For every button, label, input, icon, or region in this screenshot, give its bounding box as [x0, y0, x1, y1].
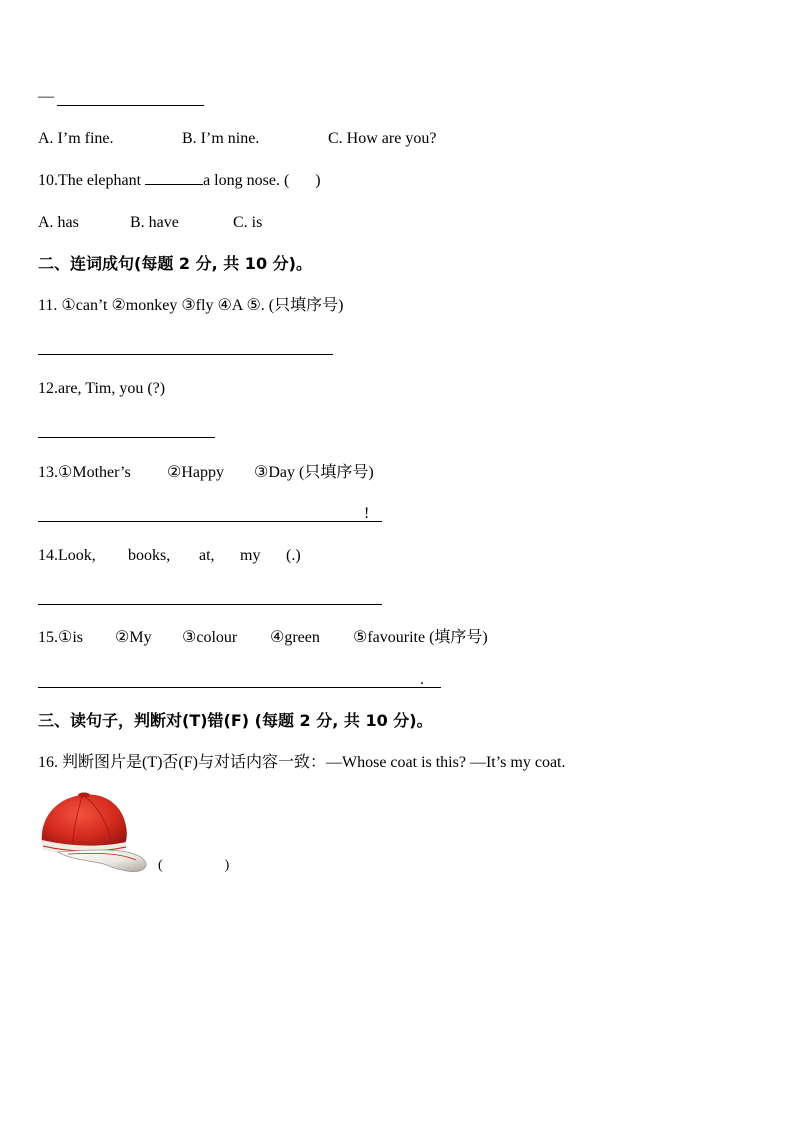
q9-option-b — [182, 129, 259, 149]
q9-option-a-text: A. I’m fine. — [38, 130, 114, 147]
q15-word-3: ③colour — [182, 629, 238, 646]
q15-word-1: 15.①is — [38, 629, 84, 646]
q13-answer-line[interactable] — [38, 521, 382, 522]
q13-word-1: 13.①Mother’s — [38, 464, 131, 481]
q14-word-2: books, — [128, 547, 171, 564]
q10-question — [38, 171, 321, 191]
q16-question: 16. 判断图片是(T)否(F)与对话内容一致：—Whose coat is this? —It’s my coat. — [38, 754, 566, 771]
q16-paren-open: ( — [158, 858, 163, 873]
q10-text-before: The elephant — [58, 172, 146, 189]
q13-question — [38, 463, 131, 483]
q9-option-a — [38, 129, 114, 149]
section3-heading: 三、读句子，判断对(T)错(F) (每题 2 分, 共 10 分)。 — [38, 711, 433, 730]
q10-number: 10. — [38, 172, 58, 189]
q14-word-3: at, — [199, 547, 215, 564]
q12-question: 12.are, Tim, you (?) — [38, 380, 166, 397]
red-cap-image — [38, 790, 150, 876]
q13-word-2: ②Happy — [167, 464, 224, 481]
q11-answer-line[interactable] — [38, 354, 333, 355]
q10-paren-close: ) — [315, 172, 321, 189]
q10-blank[interactable] — [145, 184, 203, 185]
q15-answer-line[interactable] — [38, 687, 441, 688]
q9-option-c — [328, 129, 436, 149]
q12-answer-line[interactable] — [38, 437, 215, 438]
q10-option-c-text: C. is — [233, 214, 263, 231]
q16-answer-box[interactable] — [158, 856, 229, 876]
q10-option-a-text: A. has — [38, 214, 79, 231]
q11-question: 11. ①can’t ②monkey ③fly ④A ⑤. (只填序号) — [38, 297, 344, 314]
q13-end-mark: ! — [364, 505, 370, 522]
q14-word-1: 14.Look, — [38, 547, 96, 564]
q9-option-b-text: B. I’m nine. — [182, 130, 260, 147]
q13-word-3: ③Day (只填序号) — [254, 464, 374, 481]
q10-text-after: a long nose. ( — [203, 172, 290, 189]
q9-dash — [38, 87, 54, 107]
q15-end-mark: . — [420, 671, 424, 688]
q14-answer-line[interactable] — [38, 604, 382, 605]
cap-button — [78, 793, 90, 798]
q14-word-4: my — [240, 547, 261, 564]
cap-crown — [42, 795, 127, 850]
q10-option-b — [130, 213, 179, 233]
q10-option-a — [38, 213, 79, 233]
q14-word-5: (.) — [286, 547, 301, 564]
q15-word-2: ②My — [115, 629, 152, 646]
q9-option-c-text: C. How are you? — [328, 130, 437, 147]
q9-answer-line[interactable] — [57, 105, 204, 106]
q15-word-5: ⑤favourite (填序号) — [353, 629, 488, 646]
q16-paren-close: ) — [224, 858, 230, 873]
q15-word-4: ④green — [270, 629, 320, 646]
q9-dash-text: — — [38, 88, 54, 105]
section2-heading: 二、连词成句(每题 2 分, 共 10 分)。 — [38, 254, 312, 273]
q10-option-b-text: B. have — [130, 214, 179, 231]
q10-option-c — [233, 213, 262, 233]
